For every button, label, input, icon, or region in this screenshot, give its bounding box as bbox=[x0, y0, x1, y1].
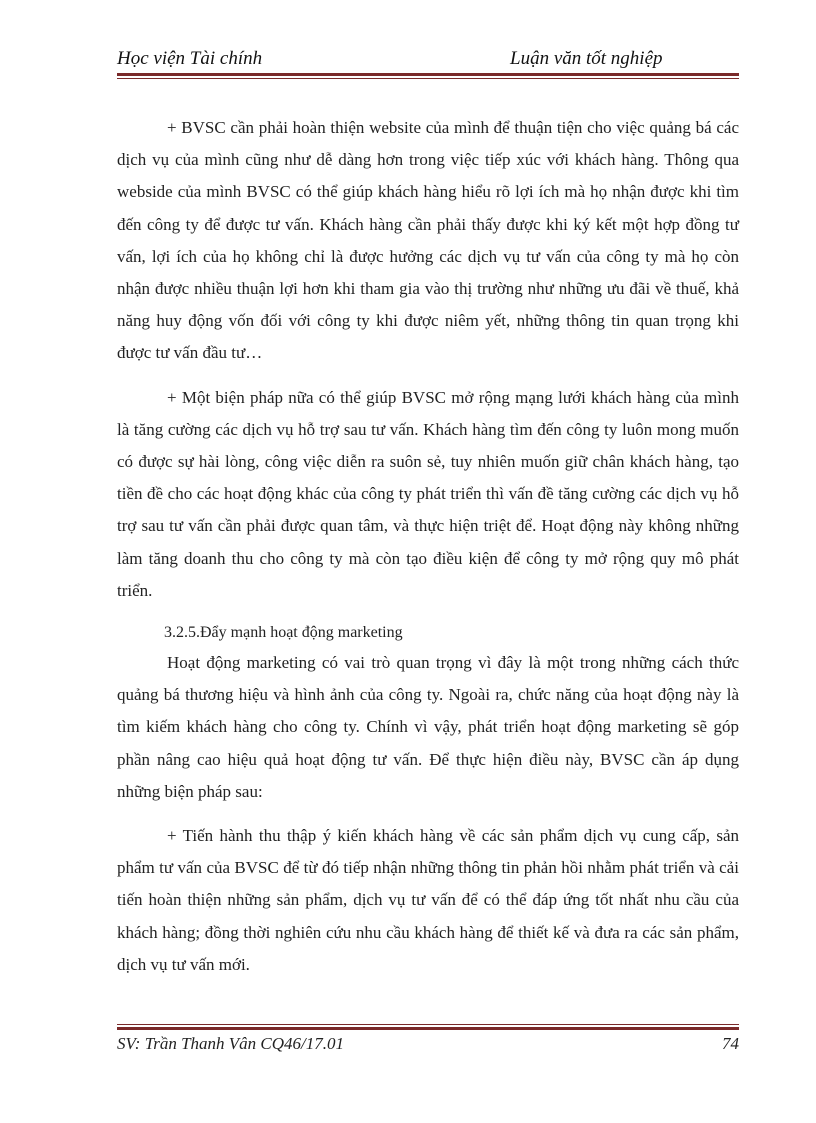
footer-student: SV: Trần Thanh Vân CQ46/17.01 bbox=[117, 1034, 345, 1053]
footer-rule-thin bbox=[117, 1024, 739, 1025]
paragraph-feedback: + Tiến hành thu thập ý kiến khách hàng về các sản phẩm dịch vụ cung cấp, sản phẩm tư vấn của BVSC để từ đó tiếp nhận những thông tin phản hồi nhằm phát triển và cải tiến hoàn thiện những sản phẩm, dịch vụ tư vấn để có thể đáp ứng tốt nhất nhu cầu của khách hàng; đồng thời nghiên cứu nhu cầu khách hàng để thiết kế và đưa ra các sản phẩm, dịch vụ tư vấn mới. bbox=[117, 826, 739, 974]
paragraph-marketing-intro: Hoạt động marketing có vai trò quan trọng vì đây là một trong những cách thức quảng bá thương hiệu và hình ảnh của công ty. Ngoài ra, chức năng của hoạt động này là tìm kiếm khách hàng cho công ty. Chính vì vậy, phát triển hoạt động marketing sẽ góp phần nâng cao hiệu quả hoạt động tư vấn. Để thực hiện điều này, BVSC cần áp dụng những biện pháp sau: bbox=[117, 653, 739, 801]
page-number: 74 bbox=[722, 1034, 739, 1053]
section-heading: 3.2.5.Đẩy mạnh hoạt động marketing bbox=[164, 624, 403, 642]
header-document-type: Luận văn tốt nghiệp bbox=[510, 48, 663, 69]
header-rule-thick bbox=[117, 73, 739, 76]
page-header bbox=[117, 48, 739, 76]
header-institution: Học viện Tài chính bbox=[117, 48, 263, 69]
page-body bbox=[117, 112, 739, 981]
page-footer bbox=[117, 1034, 739, 1058]
paragraph-website: + BVSC cần phải hoàn thiện website của mình để thuận tiện cho việc quảng bá các dịch vụ của mình cũng như dễ dàng hơn trong việc tiếp xúc với khách hàng. Thông qua webside của mình BVSC có thể giúp khách hàng hiểu rõ lợi ích mà họ nhận được khi tìm đến công ty để được tư vấn. Khách hàng cần phải thấy được khi ký kết một hợp đồng tư vấn, lợi ích của họ không chỉ là được hưởng các dịch vụ tư vấn của công ty mà họ còn nhận được nhiều thuận lợi hơn khi tham gia vào thị trường như những ưu đãi về thuế, khả năng huy động vốn đối với công ty khi được niêm yết, những thông tin quan trọng khi được tư vấn đầu tư… bbox=[117, 118, 739, 363]
paragraph-after-service: + Một biện pháp nữa có thể giúp BVSC mở rộng mạng lưới khách hàng của mình là tăng cường các dịch vụ hỗ trợ sau tư vấn. Khách hàng tìm đến công ty luôn mong muốn có được sự hài lòng, công việc diễn ra suôn sẻ, tuy nhiên muốn giữ chân khách hàng, tạo tiền đề cho các hoạt động khác của công ty phát triển thì vấn đề tăng cường các dịch vụ hỗ trợ sau tư vấn cần phải được quan tâm, và thực hiện triệt để. Hoạt động này không những làm tăng doanh thu cho công ty mà còn tạo điều kiện để công ty mở rộng quy mô phát triển. bbox=[117, 387, 739, 600]
header-rule-thin bbox=[117, 78, 739, 79]
footer-rule-thick bbox=[117, 1027, 739, 1030]
